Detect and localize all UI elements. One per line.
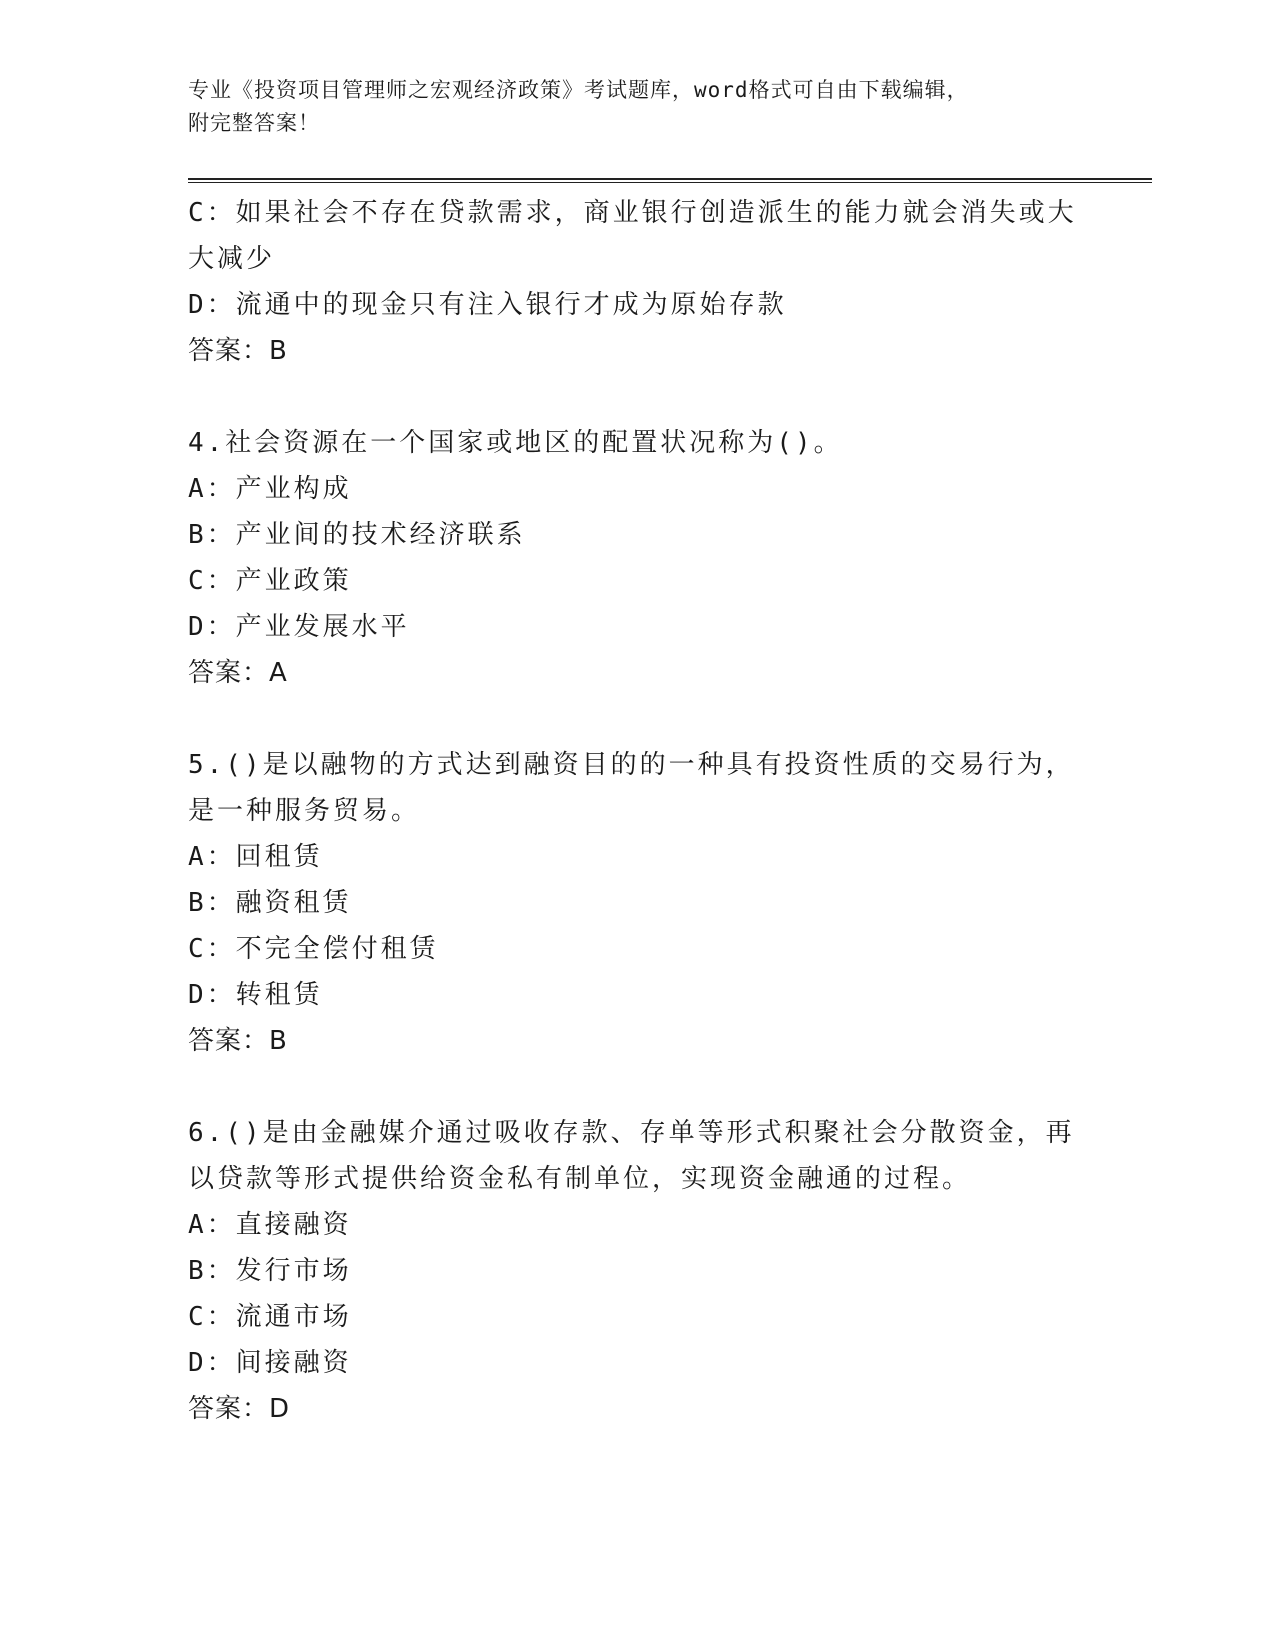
option-c-continued: 大减少 [188,244,276,274]
question-stem: 5.()是以融物的方式达到融资目的的一种具有投资性质的交易行为， [188,750,1075,780]
header-line-1: 专业《投资项目管理师之宏观经济政策》考试题库，word格式可自由下载编辑， [188,78,969,102]
spacer [188,1064,1088,1110]
answer: 答案：A [188,658,288,688]
question-6 [188,1110,1088,1432]
question-stem: 6.()是由金融媒介通过吸收存款、存单等形式积聚社会分散资金，再 [188,1118,1075,1148]
option-d: D：流通中的现金只有注入银行才成为原始存款 [188,290,787,320]
answer: 答案：D [188,1394,291,1424]
option-c: C：产业政策 [188,566,352,596]
spacer [188,374,1088,420]
question-5 [188,742,1088,1064]
option-a: A：回租赁 [188,842,323,872]
option-c: C：如果社会不存在贷款需求，商业银行创造派生的能力就会消失或大 [188,198,1077,228]
question-stem-continued: 是一种服务贸易。 [188,796,421,826]
option-b: B：发行市场 [188,1256,352,1286]
answer: 答案：B [188,1026,288,1056]
option-d: D：转租赁 [188,980,323,1010]
answer: 答案：B [188,336,288,366]
question-stem-continued: 以贷款等形式提供给资金私有制单位，实现资金融通的过程。 [188,1164,972,1194]
document-header [188,74,1068,140]
question-3-tail [188,190,1088,374]
question-4 [188,420,1088,696]
spacer [188,696,1088,742]
header-divider [188,178,1152,183]
option-c: C：流通市场 [188,1302,352,1332]
question-list [188,190,1088,1432]
option-b: B：产业间的技术经济联系 [188,520,526,550]
option-a: A：直接融资 [188,1210,352,1240]
question-stem: 4.社会资源在一个国家或地区的配置状况称为()。 [188,428,843,458]
option-c: C：不完全偿付租赁 [188,934,439,964]
option-d: D：产业发展水平 [188,612,410,642]
header-line-2: 附完整答案！ [188,111,320,135]
option-d: D：间接融资 [188,1348,352,1378]
option-b: B：融资租赁 [188,888,352,918]
option-a: A：产业构成 [188,474,352,504]
